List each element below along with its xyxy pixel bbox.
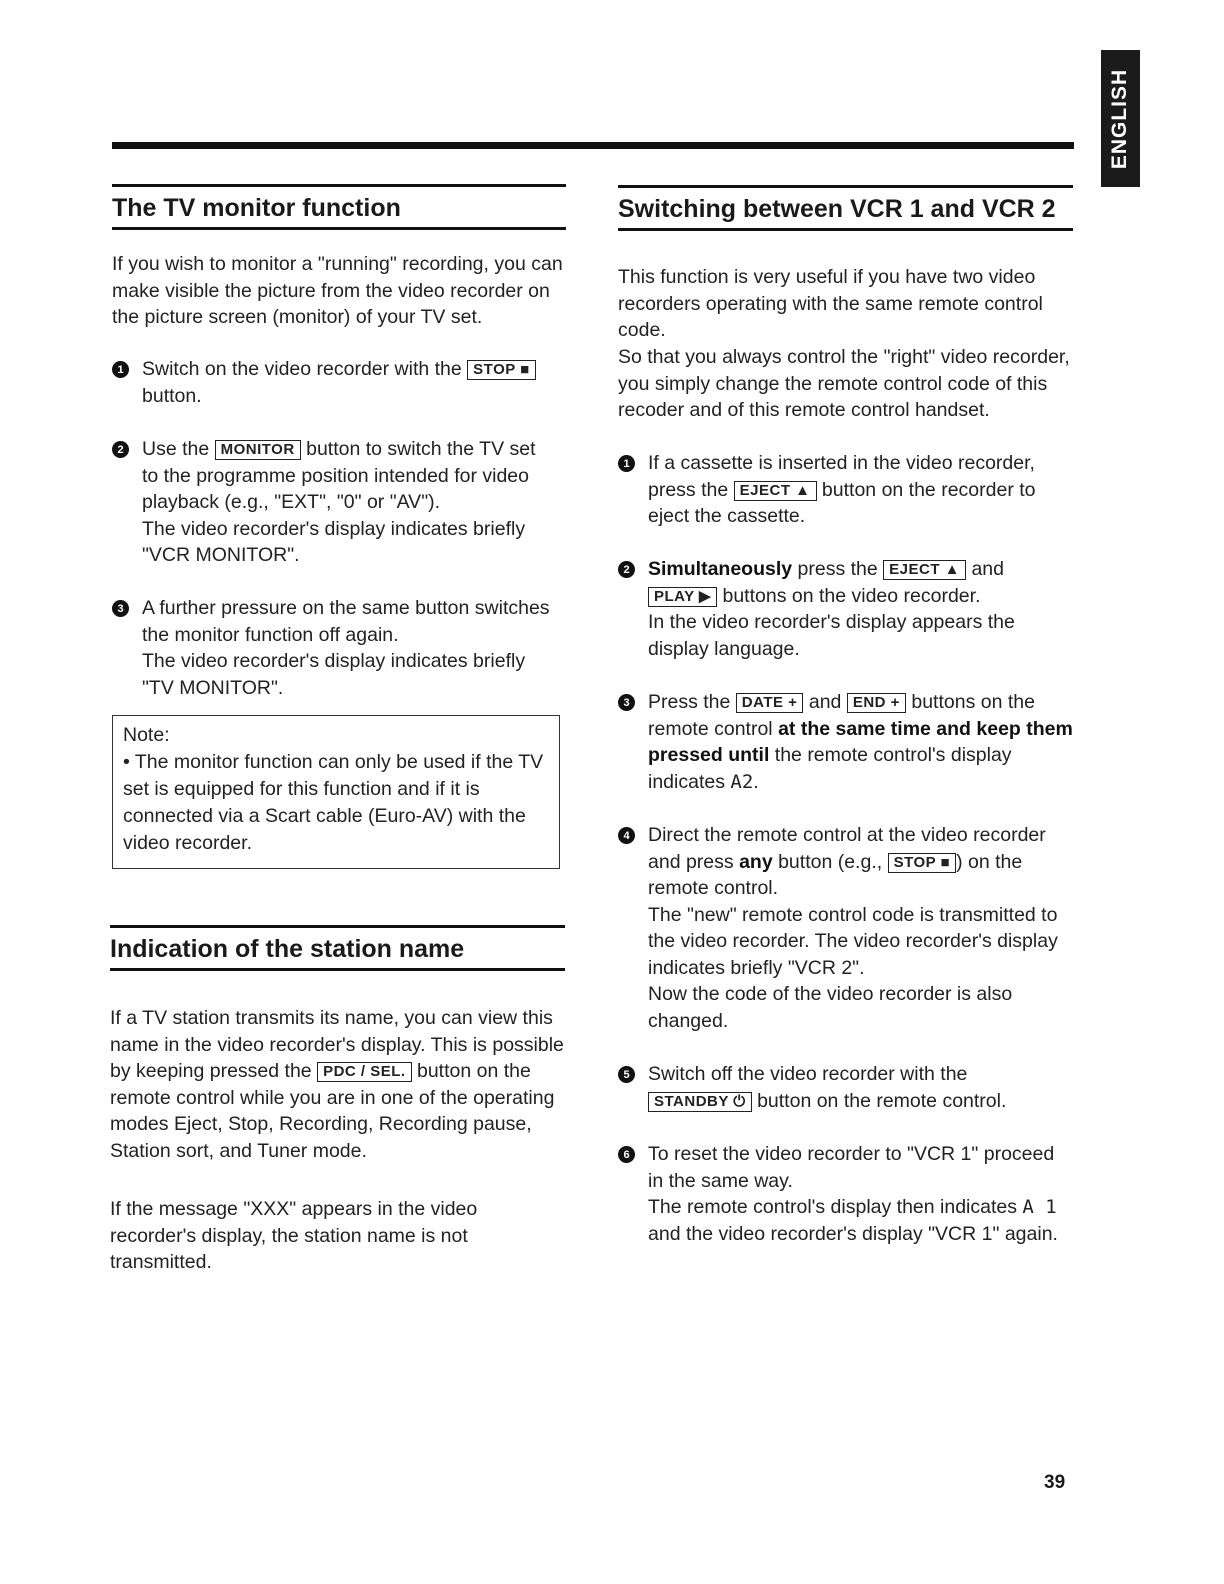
station-paragraph-2: If the message "XXX" appears in the video recorder's display, the station name is not transmitted. bbox=[110, 1198, 478, 1273]
monitor-section-header bbox=[112, 184, 566, 230]
stop-key: STOP ■ bbox=[888, 853, 957, 873]
standby-key: STANDBY ⏻ bbox=[648, 1092, 752, 1112]
step-number-2: 2 bbox=[112, 441, 129, 458]
eject-key: EJECT ▲ bbox=[883, 560, 966, 580]
station-section-header bbox=[110, 925, 565, 971]
play-key: PLAY ▶ bbox=[648, 587, 717, 607]
station-paragraph-1: If a TV station transmits its name, you can view this name in the video recorder's display. This is possible by keeping pressed the PDC / SEL. button on the remote control while you are in one of the operating modes Eject, Stop, Recording, Recording pause, Station sort, and Tuner mode. bbox=[110, 1007, 564, 1162]
step-number-1: 1 bbox=[112, 361, 129, 378]
step-number-4: 4 bbox=[618, 827, 635, 844]
language-tab-label: ENGLISH bbox=[1108, 68, 1132, 169]
lcd-code-a2: A2 bbox=[730, 770, 754, 793]
station-title: Indication of the station name bbox=[110, 935, 465, 963]
vcr-step-2: 2 Simultaneously press the EJECT ▲ and PLAY ▶ buttons on the video recorder. In the video recorder's display appears the display language. bbox=[618, 556, 1073, 662]
note-label: Note: bbox=[123, 724, 170, 746]
vcr-section-header bbox=[618, 185, 1073, 231]
top-rule bbox=[112, 142, 1074, 149]
end-plus-key: END + bbox=[847, 693, 906, 713]
monitor-step-2: 2 Use the MONITOR button to switch the TV set to the programme position intended for video playback (e.g., "EXT", "0" or "AV"). The video recorder's display indicates briefly "VCR MONITOR". bbox=[112, 436, 552, 569]
vcr-step-3: 3 Press the DATE + and END + buttons on the remote control at the same time and keep them pressed until the remote control's display indicates A2. bbox=[618, 689, 1073, 795]
note-box bbox=[112, 715, 560, 869]
lcd-code-a1: A 1 bbox=[1022, 1196, 1057, 1218]
monitor-intro: If you wish to monitor a "running" recording, you can make visible the picture from the video recorder on the picture screen (monitor) of your TV set. bbox=[112, 253, 563, 328]
vcr-title: Switching between VCR 1 and VCR 2 bbox=[618, 195, 1056, 223]
pdc-sel-key: PDC / SEL. bbox=[317, 1062, 412, 1082]
language-tab bbox=[1101, 50, 1140, 187]
step-number-2: 2 bbox=[618, 561, 635, 578]
vcr-step-6: 6 To reset the video recorder to "VCR 1" proceed in the same way. The remote control's display then indicates A 1 and the video recorder's display "VCR 1" again. bbox=[618, 1141, 1073, 1247]
page-number: 39 bbox=[1044, 1472, 1066, 1493]
vcr-intro-1: This function is very useful if you have two video recorders operating with the same remote control code. bbox=[618, 266, 1043, 341]
monitor-title: The TV monitor function bbox=[112, 194, 401, 222]
note-text: • The monitor function can only be used if the TV set is equipped for this function and if it is connected via a Scart cable (Euro-AV) with the video recorder. bbox=[123, 751, 544, 854]
eject-key: EJECT ▲ bbox=[734, 481, 817, 501]
monitor-key: MONITOR bbox=[215, 440, 301, 460]
step-number-1: 1 bbox=[618, 455, 635, 472]
step-number-6: 6 bbox=[618, 1146, 635, 1163]
vcr-step-1: 1 If a cassette is inserted in the video recorder, press the EJECT ▲ button on the recorder to eject the cassette. bbox=[618, 450, 1073, 530]
date-plus-key: DATE + bbox=[736, 693, 804, 713]
step-number-3: 3 bbox=[618, 694, 635, 711]
vcr-step-4: 4 Direct the remote control at the video recorder and press any button (e.g., STOP ■ ) on the remote control. The "new" remote control code is transmitted to the video recorder. The video recorder's display indicates briefly "VCR 2". Now the code of the video recorder is also changed. bbox=[618, 822, 1073, 1034]
vcr-intro-2: So that you always control the "right" video recorder, you simply change the remote control code of this recoder and of this remote control handset. bbox=[618, 346, 1070, 421]
step-number-5: 5 bbox=[618, 1066, 635, 1083]
vcr-step-5: 5 Switch off the video recorder with the STANDBY ⏻ button on the remote control. bbox=[618, 1061, 1073, 1114]
monitor-step-1: 1 Switch on the video recorder with the STOP ■ button. bbox=[112, 356, 552, 409]
monitor-step-3: 3 A further pressure on the same button switches the monitor function off again. The video recorder's display indicates briefly "TV MONITOR". bbox=[112, 595, 552, 701]
step-number-3: 3 bbox=[112, 600, 129, 617]
stop-key: STOP ■ bbox=[467, 360, 536, 380]
